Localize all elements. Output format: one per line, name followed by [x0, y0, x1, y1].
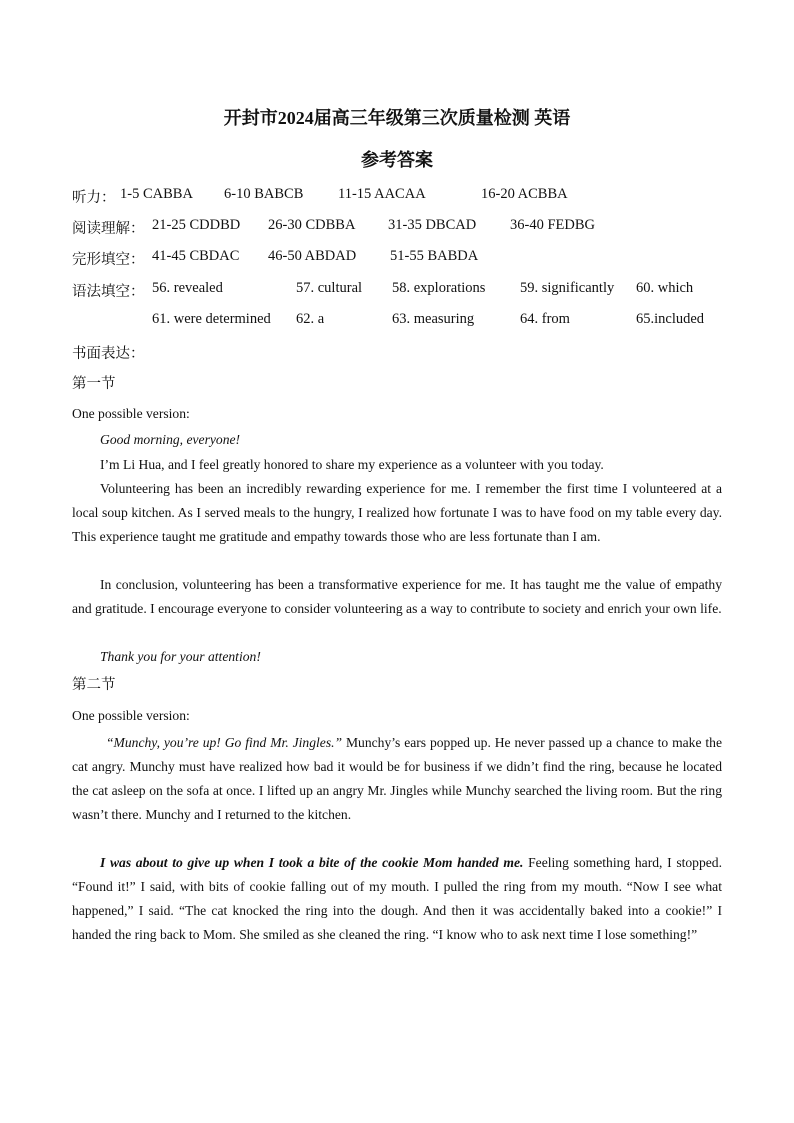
section2-heading: 第二节	[72, 677, 116, 693]
section2-second-opening-sentence: I was about to give up when I took a bite of the cookie Mom handed me.	[100, 855, 524, 870]
grammar-answer: 56. revealed	[152, 280, 223, 296]
reading-group: 31-35 DBCAD	[388, 217, 477, 233]
grammar-answer: 65.included	[636, 311, 705, 327]
listening-group: 11-15 AACAA	[338, 186, 426, 202]
listening-group: 16-20 ACBBA	[481, 186, 568, 202]
listening-group: 1-5 CABBA	[120, 186, 193, 202]
section2-opening-sentence: “Munchy, you’re up! Go find Mr. Jingles.”	[106, 735, 343, 750]
page-title: 开封市2024届高三年级第三次质量检测 英语	[223, 108, 571, 128]
reading-group: 36-40 FEDBG	[510, 217, 595, 233]
grammar-answer: 57. cultural	[296, 280, 363, 296]
writing-label: 书面表达：	[72, 346, 145, 362]
cloze-group: 51-55 BABDA	[390, 248, 479, 264]
listening-group: 6-10 BABCB	[224, 186, 304, 202]
section1-paragraph: In conclusion, volunteering has been a transformative experience for me. It has taught me the value of empathy and gratitude. I encourage everyone to consider volunteering as a way to contribute to society and enrich your own life.	[72, 577, 722, 616]
section1-closing: Thank you for your attention!	[100, 649, 261, 664]
section2-paragraph-text: Feeling something hard, I stopped. “Found it!” I said, with bits of cookie falling out of my mouth. I pulled the ring from my mouth. “Now I see what happened,” I said. “The cat knocked the ring into the dough. And then it was accidentally baked into a cookie!” I handed the ring back to Mom. She smiled as she cleaned the ring. “I know who to ask next time I lose something!”	[72, 855, 722, 942]
grammar-answer: 63. measuring	[392, 311, 475, 327]
grammar-label: 语法填空：	[72, 284, 145, 300]
section2-paragraph	[72, 851, 722, 947]
section2-version-label: One possible version:	[72, 708, 190, 723]
section1-paragraph: Volunteering has been an incredibly rewarding experience for me. I remember the first time I volunteered at a local soup kitchen. As I served meals to the hungry, I realized how fortunate I was to have food on my table every day. This experience taught me gratitude and empathy towards those who are less fortunate than I am.	[72, 481, 722, 544]
grammar-answer: 64. from	[520, 311, 570, 327]
grammar-answer: 59. significantly	[520, 280, 615, 296]
grammar-answer: 62. a	[296, 311, 325, 327]
section2-paragraph-text: Munchy’s ears popped up. He never passed up a chance to make the cat angry. Munchy must have realized how bad it would be for business if we didn’t find the ring, because he located the cat asleep on the sofa at once. I lifted up an angry Mr. Jingles while Munchy searched the living room. But the ring wasn’t there. Munchy and I returned to the kitchen.	[72, 735, 722, 822]
cloze-label: 完形填空：	[72, 252, 145, 268]
cloze-group: 46-50 ABDAD	[268, 248, 357, 264]
page-subtitle: 参考答案	[361, 150, 433, 170]
section2-paragraph	[72, 731, 722, 827]
section1-heading: 第一节	[72, 376, 116, 392]
cloze-group: 41-45 CBDAC	[152, 248, 240, 264]
section1-greeting: Good morning, everyone!	[100, 432, 241, 447]
reading-group: 26-30 CDBBA	[268, 217, 356, 233]
section1-paragraph: I’m Li Hua, and I feel greatly honored to share my experience as a volunteer with you today.	[100, 457, 604, 472]
listening-label: 听力：	[72, 190, 116, 206]
grammar-answer: 60. which	[636, 280, 694, 296]
grammar-answer: 61. were determined	[152, 311, 271, 327]
reading-group: 21-25 CDDBD	[152, 217, 241, 233]
reading-label: 阅读理解：	[72, 221, 145, 237]
grammar-answer: 58. explorations	[392, 280, 486, 296]
section1-version-label: One possible version:	[72, 406, 190, 421]
